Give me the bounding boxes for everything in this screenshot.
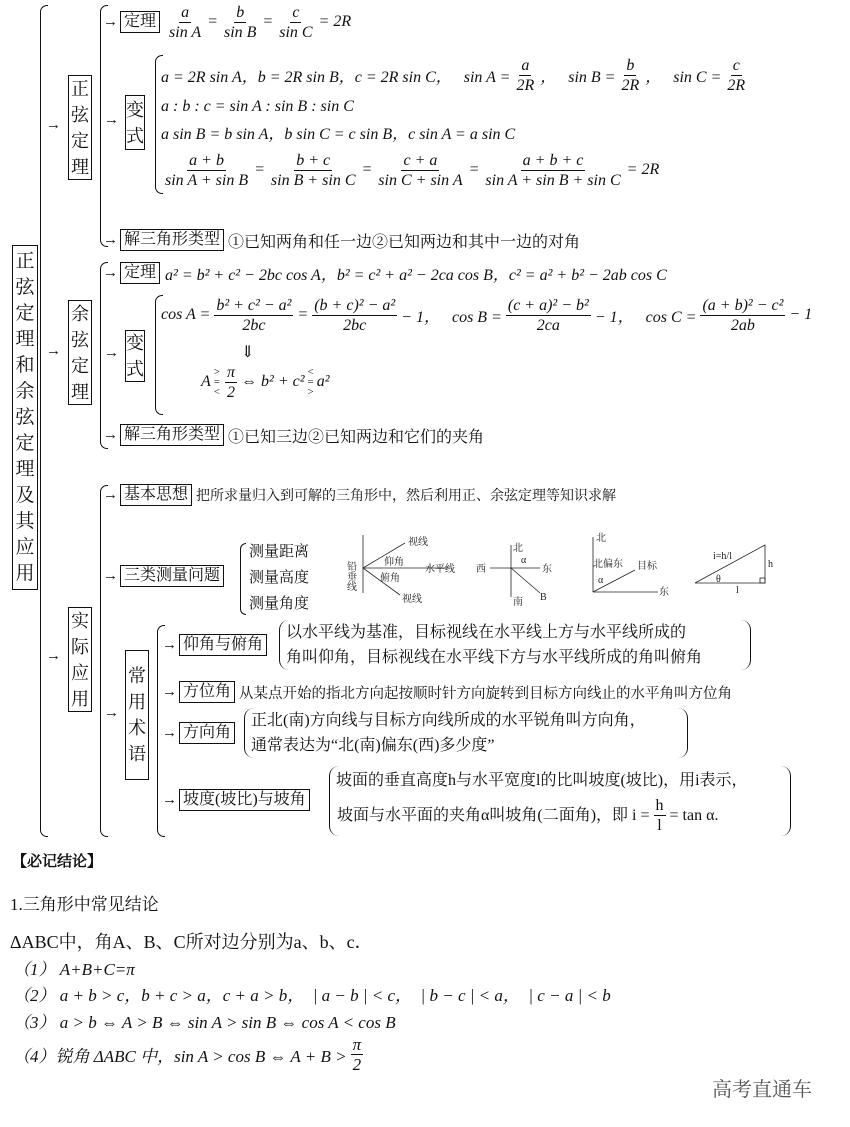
measure-tag: 三类测量问题 — [120, 565, 224, 587]
math-text: ， sin B = — [540, 68, 616, 86]
denominator: 2R — [621, 76, 640, 94]
math-text: = 2R — [626, 161, 660, 178]
measure-item: 测量角度 — [249, 596, 310, 612]
basic-idea-text: 把所求量归入到可解的三角形中，然后利用正、余弦定理等知识求解 — [196, 489, 617, 504]
cosine-variant-1 — [160, 293, 813, 337]
fraction — [312, 296, 397, 335]
label-theta: θ — [716, 574, 721, 585]
terms-label: 常用术语 — [128, 666, 146, 764]
label-depression: 俯角 — [380, 573, 400, 584]
denominator: sin C + sin A — [378, 171, 463, 189]
label-alpha: α — [521, 555, 527, 566]
cosine-solve-tag: 解三角形类型 — [120, 424, 224, 446]
fraction — [506, 296, 591, 335]
desc-line-formula — [336, 796, 719, 835]
numerator: c — [292, 3, 300, 21]
term-slope-tag: 坡度(坡比)与坡角 — [179, 789, 310, 811]
denominator: 2 — [227, 383, 235, 401]
denominator: 2ca — [536, 316, 560, 334]
numerator: a + b + c — [522, 151, 584, 169]
desc-line: 以水平线为基准，目标视线在水平线上方与水平线所成的 — [286, 624, 687, 641]
term-direction-tag: 方向角 — [179, 722, 235, 744]
numerator: (a + b)² − c² — [702, 296, 784, 314]
arrow: → — [104, 112, 119, 128]
arrow: → — [103, 486, 118, 503]
numerator: a + b — [189, 151, 224, 169]
cosine-label: 余弦定理 — [71, 303, 89, 402]
numerator: (c + a)² − b² — [507, 296, 589, 314]
measure-row — [103, 554, 228, 598]
arrow: → — [46, 117, 61, 133]
arrow: → — [103, 567, 118, 584]
numerator: b² + c² − a² — [216, 296, 292, 314]
fraction — [725, 56, 747, 95]
term-elevation-row — [162, 623, 271, 667]
label-l: l — [736, 585, 739, 596]
fraction — [225, 363, 237, 402]
math-text: （3） a > b ⇔ A > B ⇔ sin A > sin B ⇔ cos A < cos B — [13, 1012, 396, 1032]
label-sight-down: 视线 — [402, 594, 422, 605]
fraction — [222, 3, 258, 42]
math-text: a sin B = b sin A，b sin C = c sin B，c sin A = a sin C — [161, 125, 516, 143]
term-slope-desc — [329, 766, 791, 836]
arrow: → — [103, 13, 118, 30]
label-east: 东 — [542, 564, 552, 575]
main-topic-box — [12, 245, 38, 590]
formula — [12, 1035, 366, 1074]
practical-brace — [100, 485, 108, 837]
term-elevation-tag: 仰角与俯角 — [179, 634, 267, 656]
arrow: → — [46, 648, 61, 664]
arrow: → — [162, 636, 177, 653]
sine-theorem-row — [103, 0, 352, 44]
relation-symbol: < — [307, 366, 314, 378]
label-target: 目标 — [637, 561, 657, 572]
label-east: 东 — [659, 587, 669, 598]
practical-label: 实际应用 — [71, 610, 89, 709]
denominator: sin B — [223, 23, 257, 41]
arrow: → — [103, 426, 118, 443]
math-text: ， sin C = — [645, 68, 722, 86]
numerator: b — [626, 56, 635, 74]
numerator: h — [655, 797, 664, 814]
numerator: c — [732, 56, 740, 74]
fraction — [214, 296, 293, 335]
fraction — [483, 151, 622, 190]
fraction — [514, 56, 536, 95]
math-text: A — [201, 373, 211, 390]
practical-topic-box — [68, 607, 92, 712]
cosine-solve-text: ①已知三边②已知两边和它们的夹角 — [228, 428, 485, 446]
label-sight-up: 视线 — [408, 537, 428, 548]
denominator: sin B + sin C — [270, 171, 356, 189]
term-elevation-desc — [279, 620, 751, 670]
fraction — [376, 151, 464, 190]
measure-item: 测量高度 — [249, 570, 310, 586]
cosine-theorem-formula — [164, 262, 668, 285]
fraction — [163, 151, 250, 190]
conclusion-item — [12, 1032, 366, 1076]
math-text: a² = b² + c² − 2bc cos A，b² = c² + a² − 2ca cos B，c² = a² + b² − 2ab cos C — [165, 266, 667, 284]
desc-line: 通常表达为“北(南)偏东(西)多少度” — [251, 737, 495, 754]
math-text: ⇔ b² + c² — [241, 373, 305, 390]
math-text: = 2R — [318, 13, 352, 30]
formula — [12, 1008, 397, 1033]
measure-item: 测量距离 — [249, 544, 310, 560]
math-text: − 1 — [789, 306, 813, 323]
sine-variant-tag: 变式 — [126, 99, 144, 146]
denominator: 2bc — [343, 316, 367, 334]
desc-line: 正北(南)方向线与目标方向线所成的水平锐角叫方向角， — [251, 712, 646, 729]
cosine-topic-box — [68, 300, 92, 405]
arrow: → — [103, 231, 118, 248]
denominator: 2 — [352, 1054, 362, 1074]
numerator: b + c — [296, 151, 331, 169]
label-horizontal: 水平线 — [425, 564, 455, 575]
relation-symbol: < — [213, 386, 220, 398]
denominator: sin A — [169, 23, 202, 41]
fraction — [351, 1035, 364, 1074]
conclusions-intro: ΔABC中，角A、B、C所对边分别为a、b、c． — [10, 932, 373, 952]
sine-label: 正弦定理 — [71, 78, 89, 177]
fraction — [619, 56, 641, 95]
label-ne: 北偏东 — [593, 559, 623, 570]
relation-symbol: > — [213, 366, 220, 378]
cosine-theorem-row — [103, 251, 668, 295]
relation-symbol: = — [213, 376, 220, 388]
denominator: sin A + sin B — [165, 171, 249, 189]
cosine-solve-row — [103, 413, 484, 457]
watermark: 高考直通车 — [712, 1077, 812, 1101]
formula — [160, 151, 660, 190]
arrow: → — [162, 791, 177, 808]
math-text: cos A = — [161, 306, 211, 323]
math-text: = tan α. — [669, 806, 719, 824]
cosine-variant-tag: 变式 — [126, 333, 144, 379]
denominator: 2R — [727, 76, 746, 94]
measurement-diagrams — [340, 525, 800, 615]
label-alpha: α — [598, 575, 604, 586]
label-h: h — [768, 559, 773, 570]
conclusions-heading: 【必记结论】 — [12, 854, 103, 870]
math-text: = — [262, 13, 274, 30]
label-north: 北 — [596, 533, 606, 544]
formula — [160, 296, 813, 335]
sine-solve-text: ①已知两角和任一边②已知两边和其中一边的对角 — [228, 233, 581, 251]
numerator: (b + c)² − a² — [314, 296, 396, 314]
math-text: = — [207, 13, 218, 30]
math-text: （1） A+B+C=π — [13, 959, 135, 979]
denominator: 2ab — [730, 316, 755, 334]
numerator: π — [227, 363, 236, 381]
sine-variant-4 — [160, 148, 660, 192]
desc-line: 坡面的垂直高度h与水平宽度l的比叫坡度(坡比)，用i表示， — [336, 772, 748, 789]
math-text: − 1， cos B = — [401, 308, 502, 326]
denominator: sin C — [279, 23, 313, 41]
arrow: → — [162, 683, 177, 700]
basic-idea-row — [103, 473, 616, 517]
term-direction-row — [162, 711, 239, 755]
term-azimuth-text: 从某点开始的指北方向起按顺时针方向旋转到目标方向线止的水平角叫方位角 — [239, 685, 733, 702]
cosine-variant-box — [125, 330, 145, 382]
fraction — [700, 296, 785, 335]
term-azimuth-tag: 方位角 — [179, 681, 235, 703]
fraction — [277, 3, 314, 42]
formula — [200, 363, 331, 402]
numerator: π — [352, 1034, 362, 1054]
fraction — [269, 151, 358, 190]
math-text: = — [297, 306, 309, 323]
arrow: → — [104, 345, 119, 361]
terms-box — [125, 650, 149, 780]
label-b: B — [540, 592, 547, 603]
denominator: 2R — [516, 76, 535, 94]
label-vertical: 铅垂线 — [344, 561, 356, 591]
math-text: = — [361, 161, 373, 178]
numerator: a — [181, 3, 190, 21]
math-text: （4）锐角 ΔABC 中，sin A > cos B ⇔ A + B > — [13, 1046, 347, 1066]
term-slope-row — [162, 778, 314, 822]
main-topic-label: 正弦定理和余弦定理及其应用 — [15, 250, 35, 584]
measure-brace — [240, 543, 246, 615]
math-text: = — [468, 161, 480, 178]
sine-theorem-tag: 定理 — [120, 11, 160, 33]
sine-topic-box — [68, 75, 92, 180]
math-text: a = 2R sin A，b = 2R sin B，c = 2R sin C， sin A = — [161, 68, 511, 86]
label-south: 南 — [513, 597, 523, 608]
arrow: → — [162, 724, 177, 741]
fraction — [654, 796, 666, 835]
denominator: l — [657, 817, 662, 834]
numerator: b — [236, 3, 245, 21]
relation-symbol: > — [307, 386, 314, 398]
math-text: a² — [316, 373, 330, 390]
down-implies-icon — [240, 342, 255, 362]
arrow: → — [103, 264, 118, 281]
denominator: sin A + sin B + sin C — [485, 171, 621, 189]
relation-stack — [214, 367, 220, 397]
math-text: − 1， cos C = — [594, 308, 697, 326]
arrow: → — [46, 343, 61, 359]
basic-idea-tag: 基本思想 — [120, 484, 192, 506]
term-direction-desc — [244, 708, 688, 758]
formula — [160, 121, 516, 144]
label-north: 北 — [513, 543, 523, 554]
arrow: → — [104, 705, 119, 721]
fraction — [167, 3, 203, 42]
desc-line: 角叫仰角，目标视线在水平线下方与水平线所成的角叫俯角 — [286, 649, 703, 666]
label-west: 西 — [476, 564, 486, 575]
conclusions-subheading: 1.三角形中常见结论 — [10, 895, 159, 914]
label-elevation: 仰角 — [384, 557, 404, 568]
math-text: ⇓ — [241, 344, 255, 361]
math-text: = — [254, 161, 265, 178]
sine-solve-tag: 解三角形类型 — [120, 229, 224, 251]
math-text: a : b : c = sin A : sin B : sin C — [161, 98, 354, 115]
math-text: （2） a + b > c，b + c > a，c + a > b， | a − b | < c， | b − c | < a， | c − a | < b — [13, 985, 611, 1005]
numerator: c + a — [403, 151, 438, 169]
sine-variant-box — [125, 95, 145, 150]
cosine-variant-3 — [200, 360, 331, 404]
cosine-theorem-tag: 定理 — [120, 262, 160, 284]
label-ratio: i=h/l — [713, 551, 732, 562]
relation-stack — [308, 367, 314, 397]
numerator: a — [521, 56, 530, 74]
denominator: 2bc — [242, 316, 266, 334]
relation-symbol: = — [307, 376, 314, 388]
sine-theorem-formula — [164, 3, 352, 42]
math-text: 坡面与水平面的夹角α叫坡角(二面角)，即 i = — [337, 806, 650, 824]
